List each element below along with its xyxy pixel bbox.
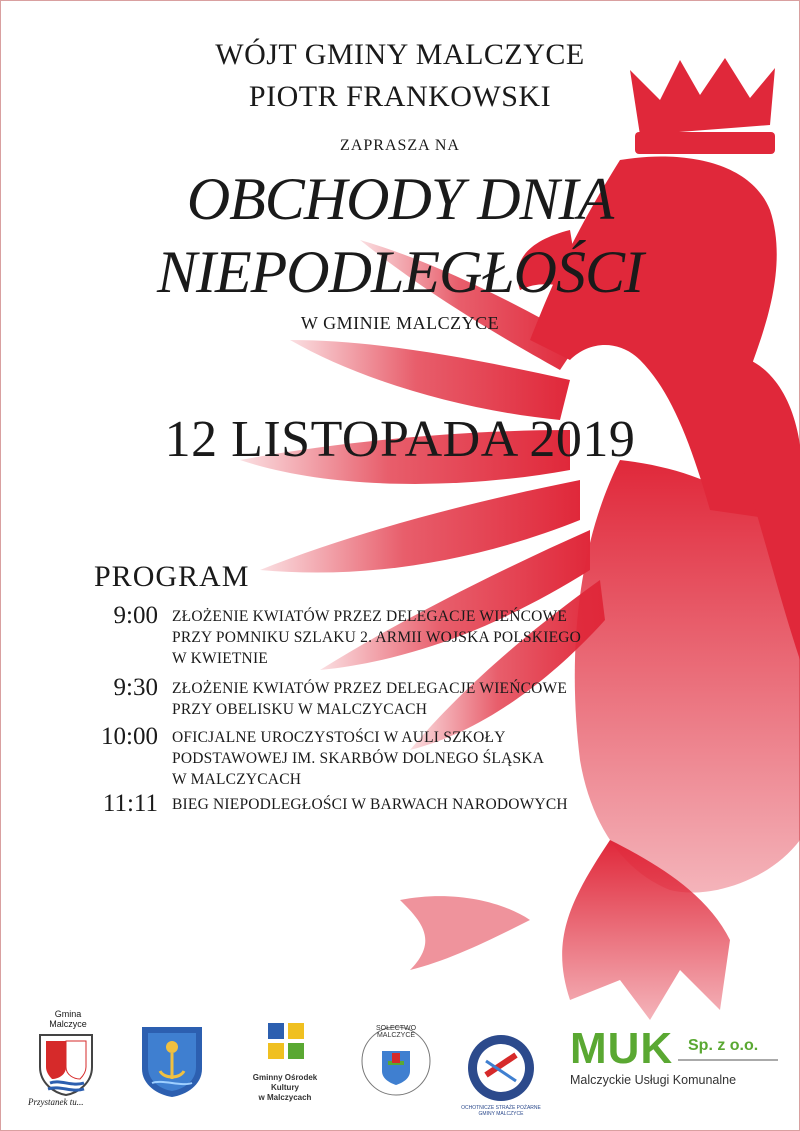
- sponsor-logos: [0, 1009, 800, 1131]
- gmina-shield-icon: [36, 1031, 96, 1097]
- event-location: W GMINIE MALCZYCE: [300, 313, 500, 333]
- solectwo-label: SOŁECTWO MALCZYCE: [375, 1025, 417, 1039]
- gok-logo: [240, 1023, 330, 1113]
- program-heading: PROGRAM: [94, 560, 250, 593]
- osp-label: OCHOTNICZE STRAŻE POŻARNE GMINY MALCZYCE: [461, 1105, 541, 1117]
- invites-text: ZAPRASZA NA: [340, 137, 460, 154]
- program-item-time: 9:30: [113, 674, 158, 701]
- event-title-line2: NIEPODLEGŁOŚCI: [156, 239, 643, 305]
- muk-wordmark: MUK: [570, 1024, 674, 1073]
- program-item-line: ZŁOŻENIE KWIATÓW PRZEZ DELEGACJE WIEŃCOWE: [172, 680, 568, 697]
- program-item-time: 11:11: [102, 790, 158, 817]
- muk-divider: [678, 1059, 778, 1061]
- osp-logo: [461, 1033, 541, 1117]
- program-item-line: OFICJALNE UROCZYSTOŚCI W AULI SZKOŁY: [172, 729, 506, 746]
- solectwo-logo: [358, 1023, 434, 1099]
- program-item-line: ZŁOŻENIE KWIATÓW PRZEZ DELEGACJE WIEŃCOWE: [172, 608, 568, 625]
- osp-emblem-icon: [466, 1033, 536, 1103]
- gmina-label: Gmina Malczyce: [49, 1009, 87, 1029]
- program-item-line: PRZY OBELISKU W MALCZYCACH: [172, 701, 428, 718]
- muk-logo: [560, 1025, 790, 1105]
- event-title-line1: OBCHODY DNIA: [186, 166, 614, 232]
- organizer-name: PIOTR FRANKOWSKI: [248, 80, 552, 113]
- program-item-time: 9:00: [113, 602, 158, 629]
- program-item-line: W MALCZYCACH: [172, 771, 302, 788]
- muk-fullname: Malczyckie Usługi Komunalne: [570, 1073, 737, 1087]
- muk-suffix: Sp. z o.o.: [688, 1037, 759, 1054]
- gok-puzzle-icon: [268, 1023, 304, 1059]
- program-item-line: W KWIETNIE: [172, 650, 268, 667]
- program-item-line: PRZY POMNIKU SZLAKU 2. ARMII WOJSKA POLSKIEGO: [172, 629, 582, 646]
- program-item-line: PODSTAWOWEJ IM. SKARBÓW DOLNEGO ŚLĄSKA: [172, 750, 545, 767]
- anchor-shield-logo: [138, 1023, 206, 1099]
- eagle-talons: [400, 896, 530, 970]
- event-date: 12 LISTOPADA 2019: [164, 411, 636, 468]
- gmina-malczyce-logo: [28, 1009, 108, 1115]
- program-item-line: BIEG NIEPODLEGŁOŚCI W BARWACH NARODOWYCH: [172, 796, 568, 813]
- gmina-motto: Przystanek tu...: [28, 1097, 84, 1107]
- gok-label: Gminny Ośrodek Kultury w Malczycach: [252, 1073, 318, 1102]
- organizer-title: WÓJT GMINY MALCZYCE: [215, 38, 585, 71]
- program-item-time: 10:00: [101, 723, 158, 750]
